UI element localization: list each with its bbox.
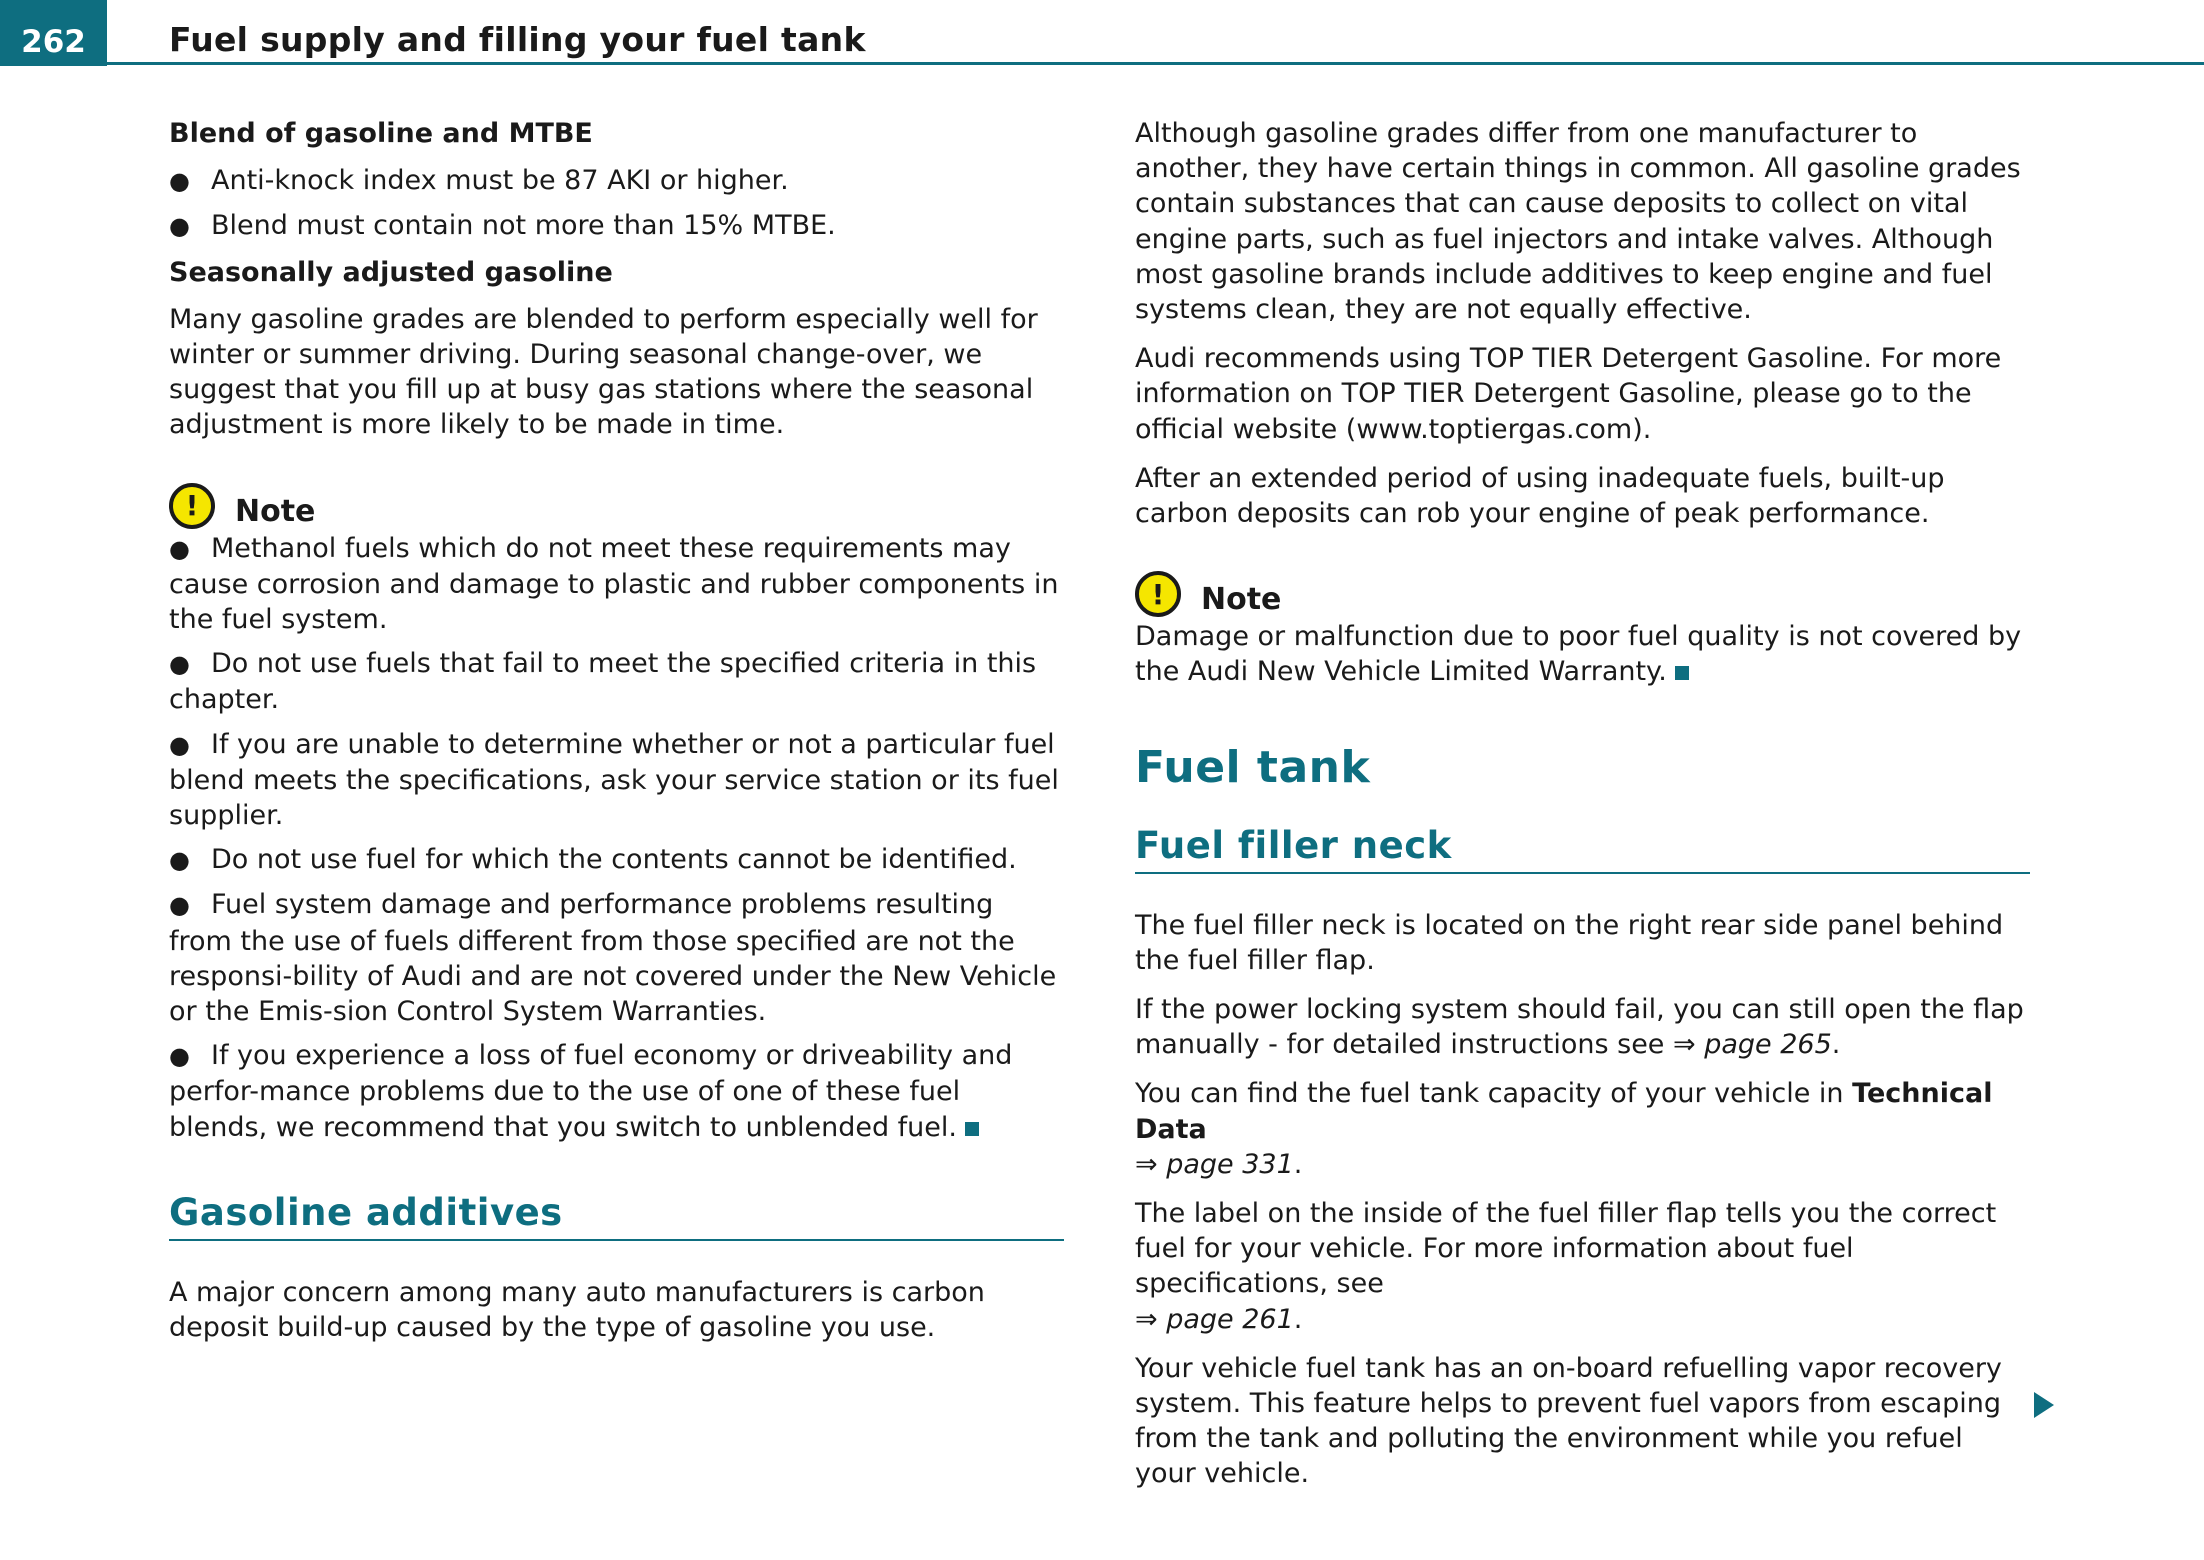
bullet-icon: ●	[169, 891, 190, 920]
mtbe-list	[169, 163, 1064, 244]
list-item: ● Do not use fuel for which the contents cannot be identified.	[169, 842, 1064, 878]
paragraph: Although gasoline grades differ from one manufacturer to another, they have certain things in common. All gasoline grades contain substances that can cause deposits to collect on vital engine parts, such as fuel injectors and intake valves. Although most gasoline brands include additives to keep engine and fuel systems clean, they are not equally effective.	[1135, 118, 2021, 326]
note-list	[169, 531, 1064, 1145]
bullet-icon: ●	[169, 1042, 190, 1071]
right-column	[1135, 116, 2030, 1506]
left-column	[169, 116, 1064, 1359]
bullet-icon: ●	[169, 650, 190, 679]
list-item: ● Blend must contain not more than 15% MTBE.	[169, 208, 1064, 244]
note-header	[1135, 571, 2030, 617]
additives-text: A major concern among many auto manufacturers is carbon deposit build-up caused by the type of gasoline you use.	[169, 1276, 985, 1344]
note-text: Damage or malfunction due to poor fuel quality is not covered by the Audi New Vehicle Limited Warranty.	[1135, 621, 2022, 688]
page-number: 262	[0, 0, 107, 66]
list-item: ● Fuel system damage and performance problems resulting from the use of fuels different from those specified are not the responsi-bility of Audi and are not covered under the New Vehicle or the Emis-sion Control System Warranties.	[169, 889, 1057, 1028]
paragraph: Your vehicle fuel tank has an on-board refuelling vapor recovery system. This feature helps to prevent fuel vapors from escaping from the tank and polluting the environment while you refuel your vehicle.	[1135, 1352, 2002, 1490]
paragraph: The label on the inside of the fuel filler flap tells you the correct fuel for your vehicle. For more information about fuel specifications, see ⇒ page 261.	[1135, 1198, 1997, 1335]
list-item: ● Anti-knock index must be 87 AKI or higher.	[169, 163, 1064, 199]
paragraph: You can find the fuel tank capacity of your vehicle in Technical Data ⇒ page 331.	[1135, 1078, 1993, 1180]
paragraph: After an extended period of using inadequate fuels, built-up carbon deposits can rob your engine of peak performance.	[1135, 462, 1945, 530]
page-header	[0, 0, 2204, 68]
seasonal-heading: Seasonally adjusted gasoline	[169, 256, 613, 288]
list-item: ● Methanol fuels which do not meet these requirements may cause corrosion and damage to plastic and rubber components in the fuel system.	[169, 532, 1059, 636]
caution-icon: !	[169, 483, 215, 529]
page-ref-link[interactable]: ⇒ page 265	[1673, 1029, 1832, 1061]
end-mark-icon	[965, 1122, 979, 1136]
caution-icon: !	[1135, 571, 1181, 617]
paragraph: If the power locking system should fail, you can still open the flap manually - for detailed instructions see ⇒ page 265.	[1135, 994, 2024, 1061]
note-header	[169, 483, 1064, 529]
paragraph: The fuel filler neck is located on the right rear side panel behind the fuel filler flap.	[1135, 909, 2004, 976]
continue-arrow-icon	[2034, 1392, 2054, 1418]
bullet-icon: ●	[169, 212, 190, 241]
page-ref-link[interactable]: ⇒ page 261	[1135, 1303, 1294, 1335]
bullet-icon: ●	[169, 730, 190, 759]
header-rule	[107, 62, 2204, 65]
page-ref-link[interactable]: ⇒ page 331	[1135, 1148, 1294, 1180]
list-item: ● Do not use fuels that fail to meet the specified criteria in this chapter.	[169, 648, 1037, 716]
end-mark-icon	[1675, 666, 1689, 680]
fuel-filler-neck-heading: Fuel filler neck	[1135, 822, 2030, 874]
list-item: ● If you experience a loss of fuel economy or driveability and perfor-mance problems due to the use of one of these fuel blends, we recommend that you switch to unblended fuel.	[169, 1040, 1013, 1143]
list-item: ● If you are unable to determine whether or not a particular fuel blend meets the specifications, ask your service station or its fuel supplier.	[169, 728, 1059, 832]
note-title: Note	[1201, 582, 1282, 618]
bullet-icon: ●	[169, 846, 190, 875]
page-title: Fuel supply and filling your fuel tank	[169, 20, 866, 59]
paragraph: Audi recommends using TOP TIER Detergent Gasoline. For more information on TOP TIER Detergent Gasoline, please go to the official website (www.toptiergas.com).	[1135, 343, 2002, 445]
bullet-icon: ●	[169, 534, 190, 563]
bullet-icon: ●	[169, 167, 190, 196]
gasoline-additives-heading: Gasoline additives	[169, 1189, 1064, 1241]
note-title: Note	[235, 493, 316, 529]
chapter-heading: Fuel tank	[1135, 741, 1371, 793]
seasonal-text: Many gasoline grades are blended to perform especially well for winter or summer driving. During seasonal change-over, we suggest that you fill up at busy gas stations where the seasonal adjustment is more likely to be made in time.	[169, 303, 1038, 441]
mtbe-heading: Blend of gasoline and MTBE	[169, 118, 593, 149]
